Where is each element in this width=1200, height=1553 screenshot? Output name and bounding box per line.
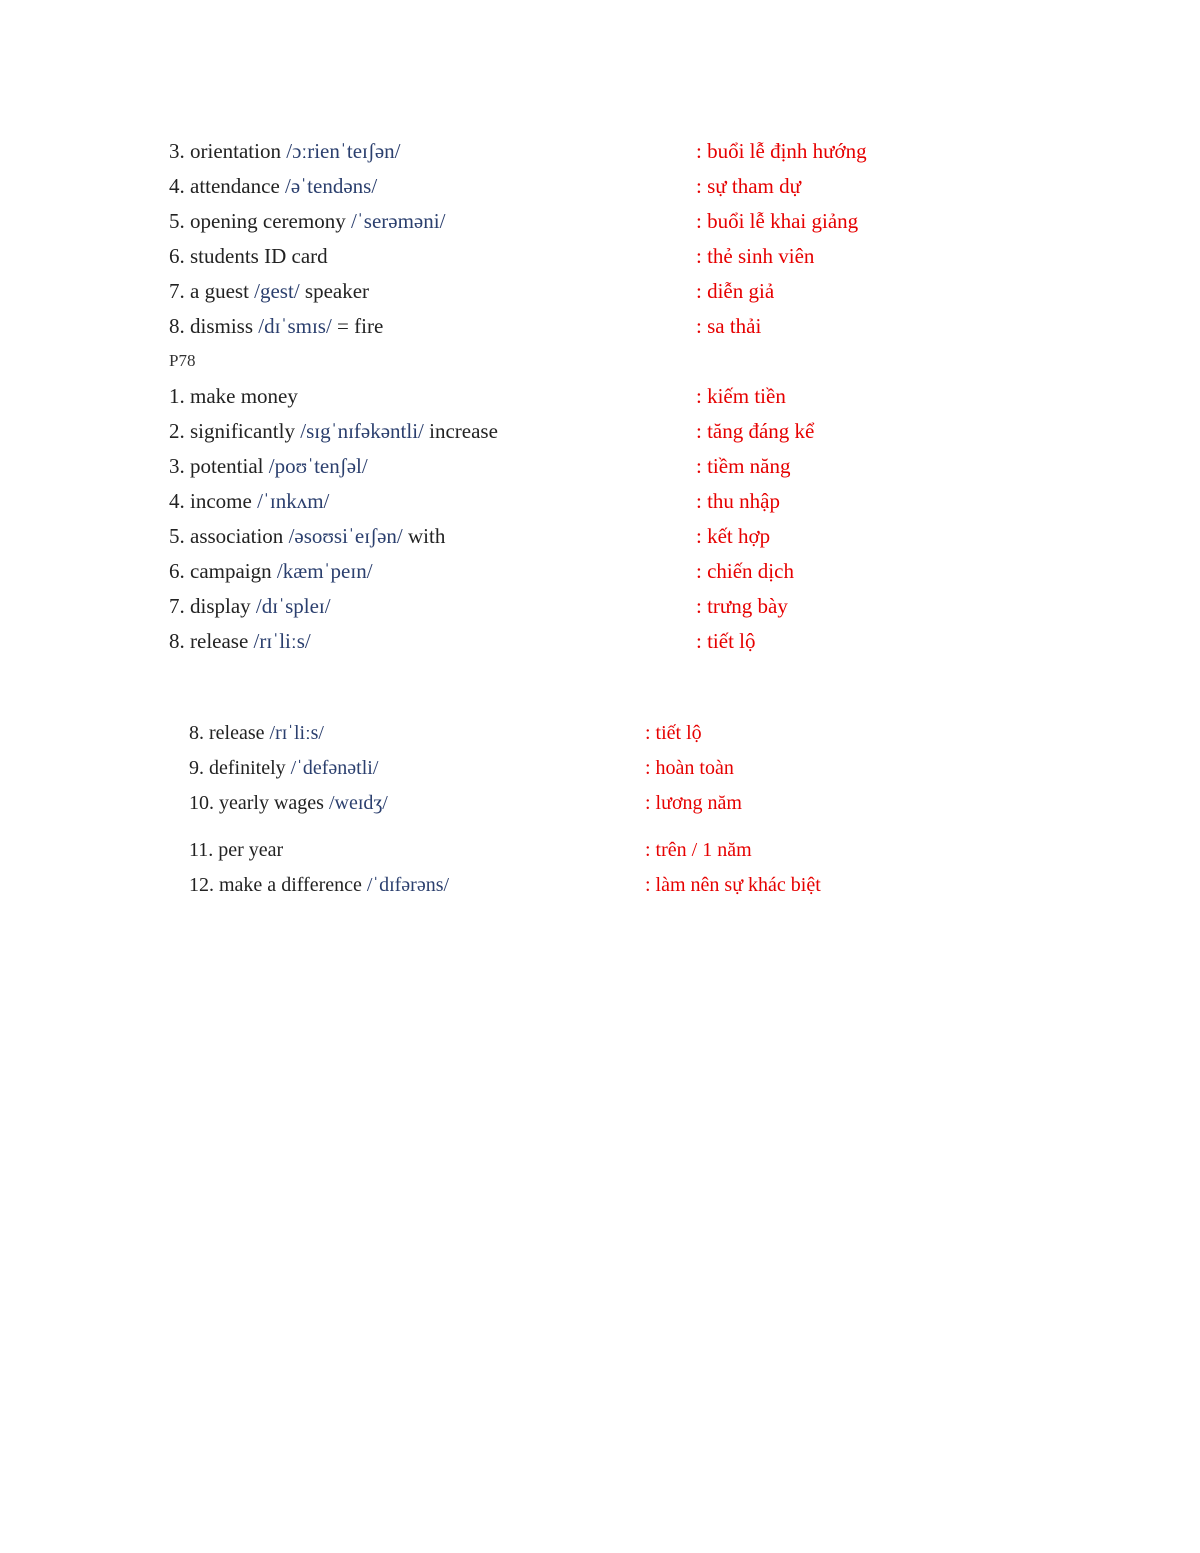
vocab-term: 7. a guest /gest/ speaker xyxy=(169,279,370,303)
ipa-transcription: /rɪˈliːs/ xyxy=(269,722,324,744)
ipa-transcription: /ˈɪnkʌm/ xyxy=(257,489,330,513)
vocab-meaning: : hoàn toàn xyxy=(645,757,734,779)
vocab-term: 9. definitely /ˈdefənətli/ xyxy=(189,757,379,779)
vocab-term: 3. orientation /ɔːrienˈteɪʃən/ xyxy=(169,139,401,163)
vocab-meaning: : tiết lộ xyxy=(696,629,756,653)
ipa-transcription: /weɪdʒ/ xyxy=(328,792,388,814)
ipa-transcription: /dɪˈspleɪ/ xyxy=(255,594,331,618)
vocab-meaning: : tiết lộ xyxy=(645,722,702,744)
ipa-transcription: /ˈdɪfərəns/ xyxy=(366,874,450,896)
vocab-term: 4. income /ˈɪnkʌm/ xyxy=(169,489,330,513)
ipa-transcription: /sɪgˈnɪfəkəntli/ xyxy=(300,419,424,443)
vocab-term: 11. per year xyxy=(189,839,284,861)
ipa-transcription: /ˈserəməni/ xyxy=(350,209,446,233)
ipa-transcription: /poʊˈtenʃəl/ xyxy=(268,454,368,478)
ipa-transcription: /ɔːrienˈteɪʃən/ xyxy=(286,139,401,163)
vocab-term: 3. potential /poʊˈtenʃəl/ xyxy=(169,454,368,478)
vocab-meaning: : thẻ sinh viên xyxy=(696,244,815,268)
vocab-term: 8. release /rɪˈliːs/ xyxy=(189,722,324,744)
vocab-meaning: : thu nhập xyxy=(696,489,780,513)
vocab-meaning: : làm nên sự khác biệt xyxy=(645,874,821,896)
ipa-transcription: /əsoʊsiˈeɪʃən/ xyxy=(288,524,403,548)
vocab-term: 5. opening ceremony /ˈserəməni/ xyxy=(169,209,446,233)
vocab-term: 8. release /rɪˈliːs/ xyxy=(169,629,311,653)
vocab-meaning: : buổi lễ khai giảng xyxy=(696,209,859,233)
vocab-meaning: : lương năm xyxy=(645,792,742,814)
vocab-meaning: : sự tham dự xyxy=(696,174,802,198)
vocab-meaning: : trưng bày xyxy=(696,594,788,618)
vocab-term: 6. campaign /kæmˈpeɪn/ xyxy=(169,559,373,583)
ipa-transcription: /rɪˈliːs/ xyxy=(253,629,311,653)
ipa-transcription: /əˈtendəns/ xyxy=(285,174,378,198)
vocab-term: 10. yearly wages /weɪdʒ/ xyxy=(189,792,388,814)
vocab-meaning: : tiềm năng xyxy=(696,454,791,478)
vocab-meaning: : kết hợp xyxy=(696,524,771,548)
vocab-term: 4. attendance /əˈtendəns/ xyxy=(169,174,378,198)
vocab-meaning: : trên / 1 năm xyxy=(645,839,752,861)
vocab-meaning: : kiếm tiền xyxy=(696,384,786,408)
vocab-meaning: : sa thải xyxy=(696,314,762,338)
vocab-meaning: : buổi lễ định hướng xyxy=(696,139,867,163)
vocab-term: 6. students ID card xyxy=(169,244,328,268)
vocab-term: 1. make money xyxy=(169,384,298,408)
ipa-transcription: /ˈdefənətli/ xyxy=(290,757,379,779)
vocab-term: 12. make a difference /ˈdɪfərəns/ xyxy=(189,874,450,896)
vocab-term: 8. dismiss /dɪˈsmɪs/ = fire xyxy=(169,314,384,338)
vocab-meaning: : diễn giả xyxy=(696,279,775,303)
vocab-term: 5. association /əsoʊsiˈeɪʃən/ with xyxy=(169,524,446,548)
vocab-meaning: : tăng đáng kể xyxy=(696,419,815,443)
document-page: 3. orientation /ɔːrienˈteɪʃən/ : buổi lễ định hướng 4. attendance /əˈtendəns/ : sự tham dự 5. opening ceremony /ˈserəməni/ : buổi lễ khai giảng 6. students ID card : thẻ sinh viên 7. a guest /gest/ speaker : diễn giả 8. dismiss /dɪˈsmɪs/ = fire : sa thải P78 1. make money : kiếm tiền 2. significantly /sɪgˈnɪfəkəntli/ increase : tăng đáng kể 3. potential /poʊˈtenʃəl/ : tiềm năng 4. income /ˈɪnkʌm/ : thu nhập 5. association /əsoʊsiˈeɪʃən/ with : kết hợp 6. campaign /kæmˈpeɪn/ : chiến dịch 7. display /dɪˈspleɪ/ : trưng bày 8. release /rɪˈliːs/ : tiết lộ 8. release /rɪˈliːs/ : tiết lộ 9. definitely /ˈdefənətli/ : hoàn toàn 10. yearly wages /weɪdʒ/ : lương năm 11. per year : trên / 1 năm 12. make a difference /ˈdɪfərəns/ : làm nên sự khác biệt xyxy=(0,0,1200,1553)
ipa-transcription: /dɪˈsmɪs/ xyxy=(258,314,332,338)
vocab-term: 2. significantly /sɪgˈnɪfəkəntli/ increase xyxy=(169,419,498,443)
ipa-transcription: /gest/ xyxy=(254,279,300,303)
vocab-term: 7. display /dɪˈspleɪ/ xyxy=(169,594,331,618)
vocab-meaning: : chiến dịch xyxy=(696,559,794,583)
ipa-transcription: /kæmˈpeɪn/ xyxy=(276,559,373,583)
